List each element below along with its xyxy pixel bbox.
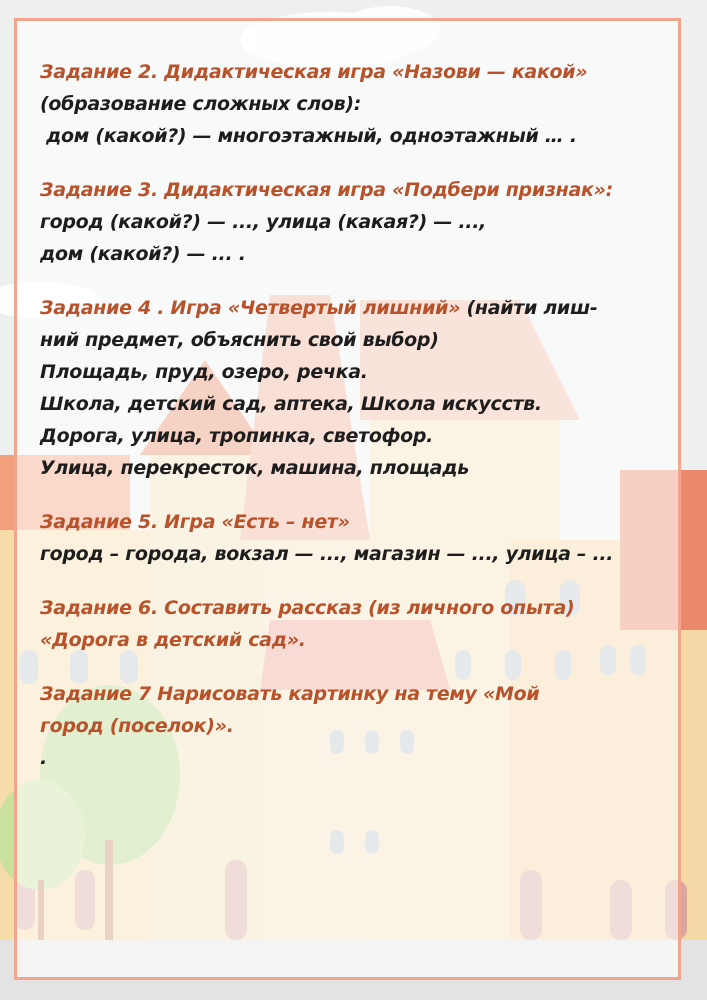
task-4-line-3: Школа, детский сад, аптека, Школа искусств. xyxy=(40,393,542,415)
task-4-line-4: Дорога, улица, тропинка, светофор. xyxy=(40,425,434,447)
task-3-title: Задание 3. Дидактическая игра «Подбери признак»: xyxy=(40,179,613,201)
task-2-line-2: дом (какой?) — многоэтажный, одноэтажный … . xyxy=(46,125,577,147)
task-6-line-1: «Дорога в детский сад». xyxy=(40,629,306,651)
task-7 xyxy=(40,678,670,774)
task-3-line-1: город (какой?) — ..., улица (какая?) — ..., xyxy=(40,211,487,233)
task-2-title: Задание 2. Дидактическая игра «Назови — какой» xyxy=(40,61,588,83)
task-4-title-tail: (найти лиш- xyxy=(466,297,598,319)
task-2-line-1: (образование сложных слов): xyxy=(40,93,362,115)
task-4-line-1: ний предмет, объяснить свой выбор) xyxy=(40,329,439,351)
task-5 xyxy=(40,506,670,570)
task-6-title: Задание 6. Составить рассказ (из личного опыта) xyxy=(40,597,575,619)
task-3 xyxy=(40,174,670,270)
task-7-line-1: город (поселок)». xyxy=(40,715,234,737)
task-5-title: Задание 5. Игра «Есть – нет» xyxy=(40,511,350,533)
task-2 xyxy=(40,56,670,152)
tasks-text xyxy=(40,56,670,774)
task-5-line-1: город – города, вокзал — ..., магазин — ..., улица – ... xyxy=(40,543,614,565)
task-4 xyxy=(40,292,670,484)
task-7-title: Задание 7 Нарисовать картинку на тему «Мой xyxy=(40,683,540,705)
trailing-mark: . xyxy=(40,747,47,769)
task-4-title: Задание 4 . Игра «Четвертый лишний» xyxy=(40,297,461,319)
task-4-line-2: Площадь, пруд, озеро, речка. xyxy=(40,361,368,383)
task-4-title-row xyxy=(40,292,670,324)
task-6 xyxy=(40,592,670,656)
task-3-line-2: дом (какой?) — ... . xyxy=(40,243,246,265)
task-4-line-5: Улица, перекресток, машина, площадь xyxy=(40,457,469,479)
